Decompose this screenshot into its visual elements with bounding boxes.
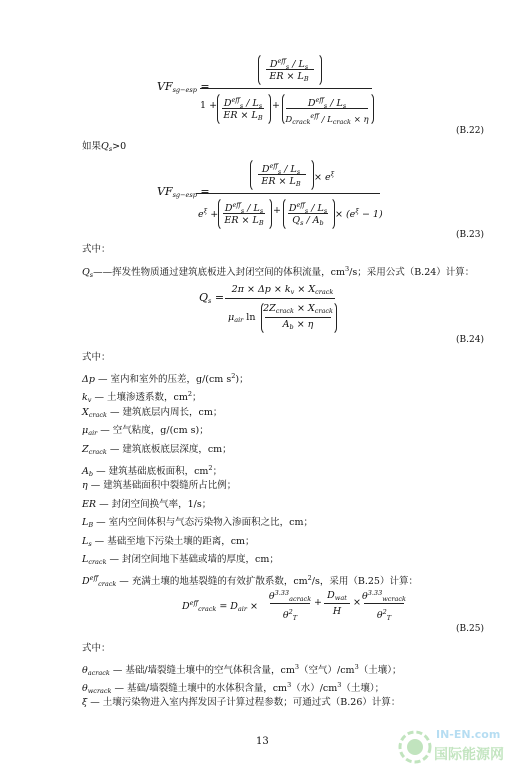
definition-symbol-sub: b: [88, 470, 94, 478]
definition-text: — 建筑底板底层深度，cm；: [106, 443, 232, 455]
eq-b23-den1-line: [223, 213, 265, 214]
definition-item: [82, 444, 232, 458]
eq-b22-den-prefix: 1 +: [200, 100, 218, 111]
eq-b23-top-inner-line: [258, 174, 306, 175]
definition-item: [82, 370, 249, 386]
eq-b22-den1-num: $D^{eff}_s / L_s$: [223, 96, 263, 110]
definition-item: [82, 517, 313, 531]
definition-item: [82, 425, 209, 439]
eq-b24-mu-ln: $\mu_{air}$ ln: [228, 312, 256, 324]
where-label-2: 式中：: [82, 352, 111, 363]
eq-b22-den2-den: $D_{crack}^{eff} / L_{crack} \times \eta$: [285, 112, 369, 126]
eq-b22-den2-line: [286, 108, 368, 109]
eq-b23-top-num: $D^{eff}_s / L_s$: [261, 162, 301, 176]
eq-b23-top-den: ER × $L_B$: [261, 176, 301, 188]
watermark-leaf-icon: [396, 728, 434, 766]
eq-b25-lhs: $D^{eff}_{crack} = D_{air}$ ×: [182, 599, 258, 613]
eq-b23-plus: +: [273, 205, 281, 216]
theta-wcrack-definition: $\theta_{wcrack}$ — 基础/墙裂缝土壤中的水体积含量，$cm^3$（水）$/cm^3$（土壤）；: [82, 681, 385, 695]
definition-text: — 封闭空间换气率，1/s；: [96, 498, 212, 510]
eq-b22-top-inner-line: [266, 69, 314, 70]
definition-tail: ；: [212, 466, 223, 477]
eq-b23-den2-num: $D^{eff}_s / L_s$: [288, 201, 328, 215]
theta-acrack-definition: $\theta_{acrack}$ — 基础/墙裂缝土壤中的空气体积含量，$cm^3$（空气）$/cm^3$（土壤）；: [82, 663, 402, 677]
definition-text: — 空气粘度，g/(cm s)；: [97, 425, 209, 437]
eq-b22-plus: +: [272, 100, 280, 111]
eq-b23-den2-den: $Q_s / A_b$: [292, 215, 324, 227]
eq-b24-inner-line: [265, 317, 331, 318]
dcrack-definition: $D^{eff}_{crack}$ — 充满土壤的地基裂缝的有效扩散系数，$cm^2/s$，采用（B.25）计算：: [82, 574, 418, 588]
watermark-cn: 国际能源网: [434, 747, 504, 763]
eq-b25-frac3-line: [364, 603, 404, 604]
eq-b23-lhs: $VF_{sg-esp}$ =: [157, 185, 210, 199]
eq-b23-top-exp: × $e^\xi$: [314, 170, 335, 183]
definition-symbol-sub: v: [87, 396, 92, 405]
definition-unit-sup: 2: [231, 372, 236, 380]
eq-b25-frac2-line: [324, 603, 350, 604]
definition-item: [82, 407, 222, 421]
eq-b23-den1-den: ER × $L_B$: [224, 215, 264, 227]
where-label-3: 式中：: [82, 643, 111, 654]
eq-b22-number: (B.22): [456, 126, 484, 136]
eq-b24-main-bar: [225, 298, 335, 299]
definition-text: — 建筑基础底板面积，cm: [93, 466, 209, 477]
definition-item: [82, 536, 255, 550]
eq-b22-top-num: $D^{eff}_s / L_s$: [269, 57, 309, 71]
eq-b24-lhs: $Q_s$ =: [199, 291, 225, 305]
definition-symbol: Z: [82, 443, 89, 455]
eq-b24-inner-den: $A_b \times \eta$: [282, 319, 314, 331]
definition-unit-sup: 2: [208, 464, 213, 472]
definition-item: [82, 480, 236, 492]
definition-item: [82, 462, 222, 480]
definition-tail: ；: [191, 392, 202, 404]
definition-symbol-sub: s: [88, 539, 92, 548]
eq-b25-frac2-num: $D_{wat}$: [327, 590, 347, 602]
eq-b25-frac2-den: H: [332, 606, 342, 617]
definition-symbol: η: [82, 480, 88, 492]
eq-b23-number: (B.23): [456, 230, 484, 240]
definition-text: — 建筑基础面积中裂缝所占比例；: [87, 480, 237, 492]
eq-b22-den2-num: $D^{eff}_s / L_s$: [307, 96, 347, 110]
eq-b22-lhs: $VF_{sg-esp}$ =: [157, 80, 210, 94]
page-number: 13: [256, 736, 269, 747]
definition-symbol: A: [82, 466, 89, 477]
where-label-1: 式中：: [82, 244, 111, 255]
eq-b24-inner-num: $2Z_{crack} \times X_{crack}$: [263, 303, 333, 315]
definition-symbol: L: [82, 554, 89, 565]
definition-symbol-sub: air: [88, 429, 98, 438]
definition-symbol: ER: [82, 498, 97, 510]
definition-item: [82, 499, 211, 511]
eq-b25-times2: ×: [353, 597, 361, 608]
eq-b22-den1-den: ER × $L_B$: [223, 110, 263, 122]
qs-definition: $Q_s——$挥发性物质通过建筑底板进入封闭空间的体积流量，$cm^3/s$；采用公式（B.24）计算：: [82, 265, 475, 279]
eq-b23-den-tail: × $(e^\xi - 1)$: [335, 207, 383, 220]
definition-symbol-sub: crack: [88, 447, 107, 456]
eq-b24-numerator: $2\pi \times \Delta p \times k_v \times X_{crack}$: [231, 284, 334, 296]
definition-tail: )；: [235, 374, 249, 385]
definition-text: — 室内空间体积与气态污染物入渗面积之比，cm；: [93, 517, 313, 529]
eq-b25-frac3-num: $\theta^{3.33}_{wcrack}$: [362, 589, 406, 603]
eq-b22-top-den: ER × $L_B$: [269, 71, 309, 83]
eq-b23-den-e: $e^\xi$ +: [198, 207, 219, 220]
watermark-brand: IN-EN.com: [436, 728, 501, 741]
definition-text: — 基础至地下污染土壤的距离，cm；: [91, 535, 255, 547]
definition-symbol: μ: [82, 425, 89, 437]
eq-b25-frac3-den: $\theta^2_T$: [376, 608, 392, 622]
definition-text: — 建筑底层内周长，cm；: [106, 406, 223, 418]
xi-definition: ξ — 土壤污染物进入室内挥发因子计算过程参数；可通过式（B.26）计算：: [82, 697, 401, 708]
definition-symbol-sub: B: [88, 521, 94, 530]
definition-symbol-sub: crack: [88, 410, 107, 419]
condition-line: 如果$Q_s>0$: [82, 141, 127, 153]
definition-symbol: L: [82, 535, 89, 547]
eq-b22-den1-line: [222, 108, 264, 109]
definition-symbol: Δp: [82, 374, 95, 385]
definition-text: — 封闭空间地下基础或墙的厚度，cm；: [106, 554, 279, 565]
definition-unit-sup: 2: [187, 390, 192, 399]
definition-symbol: X: [82, 406, 89, 418]
eq-b24-number: (B.24): [456, 335, 484, 345]
eq-b23-den2-line: [288, 213, 328, 214]
watermark-logo: [396, 724, 524, 768]
definition-item: [82, 554, 279, 568]
definition-item: [82, 388, 201, 406]
definition-symbol: L: [82, 517, 89, 529]
eq-b25-frac1-line: [270, 603, 310, 604]
eq-b25-frac1-den: $\theta^2_T$: [282, 608, 298, 622]
eq-b22-main-bar: [200, 88, 372, 89]
eq-b23-main-bar: [196, 193, 380, 194]
eq-b23-den1-num: $D^{eff}_s / L_s$: [224, 201, 264, 215]
definition-symbol: k: [82, 392, 88, 404]
definition-symbol-sub: crack: [88, 558, 107, 566]
eq-b25-plus: +: [314, 597, 322, 608]
eq-b25-number: (B.25): [456, 624, 484, 634]
definition-text: — 室内和室外的压差，g/(cm s: [94, 374, 232, 385]
definition-text: — 土壤渗透系数，cm: [91, 392, 188, 404]
eq-b25-frac1-num: $\theta^{3.33}_{acrack}$: [268, 589, 312, 603]
